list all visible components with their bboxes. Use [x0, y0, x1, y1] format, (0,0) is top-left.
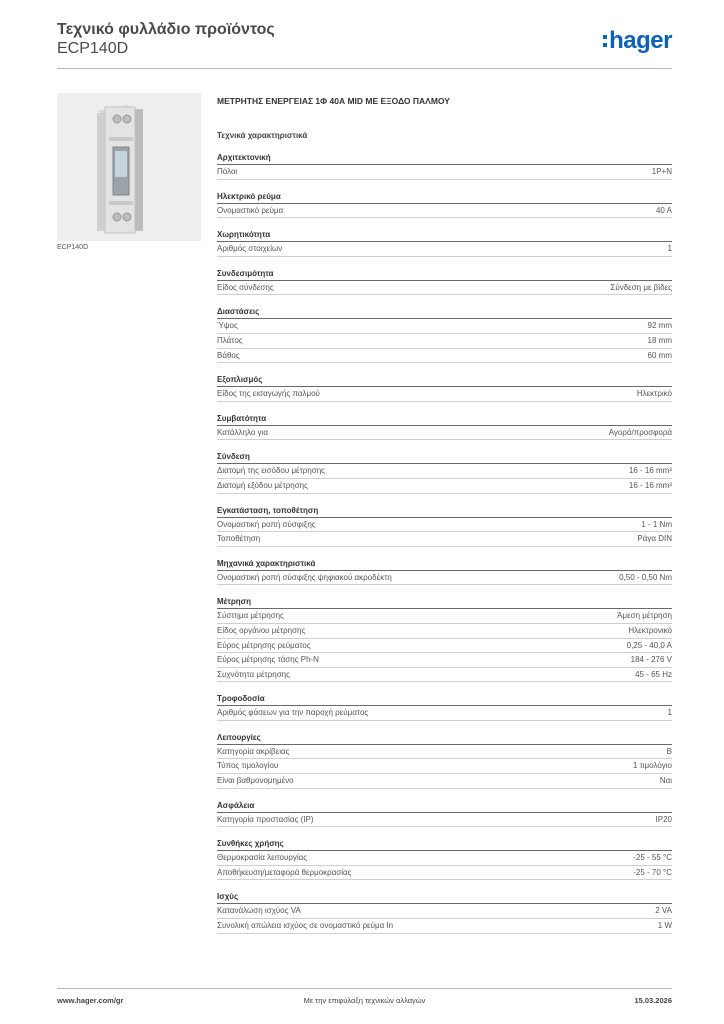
- spec-row: [217, 759, 672, 774]
- spec-row: [217, 518, 672, 533]
- spec-group: [217, 268, 672, 296]
- spec-label: Κατηγορία ακρίβειας: [217, 746, 290, 756]
- product-code: ECP140D: [57, 40, 129, 57]
- spec-label: Τύπος τιμολογίου: [217, 761, 279, 771]
- spec-group: [217, 732, 672, 789]
- spec-group-title: Ηλεκτρικό ρεύμα: [217, 191, 672, 204]
- spec-label: Συχνότητα μέτρησης: [217, 669, 290, 679]
- product-image: [57, 93, 201, 241]
- spec-row: [217, 745, 672, 760]
- spec-value: 184 - 276 V: [630, 655, 672, 665]
- hager-logo: [603, 28, 672, 54]
- spec-value: 16 - 16 mm²: [628, 480, 672, 490]
- spec-value: 92 mm: [647, 321, 672, 331]
- spec-group: [217, 374, 672, 402]
- spec-groups: [217, 152, 672, 934]
- energy-meter-illustration-icon: [57, 93, 201, 241]
- spec-group-title: Ασφάλεια: [217, 800, 672, 813]
- spec-group: [217, 505, 672, 547]
- spec-group: [217, 558, 672, 586]
- spec-group-title: Τροφοδοσία: [217, 693, 672, 706]
- spec-label: Κατηγορία προστασίας (IP): [217, 814, 314, 824]
- spec-value: 1 W: [657, 921, 672, 931]
- spec-row: [217, 851, 672, 866]
- spec-label: Κατάλληλο για: [217, 427, 268, 437]
- spec-label: Πλάτος: [217, 335, 243, 345]
- page-header: [57, 20, 672, 68]
- spec-label: Είδος σύνδεσης: [217, 282, 274, 292]
- spec-row: [217, 668, 672, 683]
- spec-group: [217, 451, 672, 493]
- spec-label: Πόλοι: [217, 167, 238, 176]
- spec-value: 18 mm: [647, 335, 672, 345]
- spec-value: 1: [667, 244, 672, 254]
- spec-label: Ονομαστικό ρεύμα: [217, 205, 284, 215]
- spec-group-title: Λειτουργίες: [217, 732, 672, 745]
- spec-value: Ράγα DIN: [637, 534, 672, 544]
- spec-value: 1 τιμολόγιο: [632, 761, 672, 771]
- spec-row: [217, 919, 672, 934]
- spec-group: [217, 891, 672, 933]
- spec-value: 40 A: [655, 205, 672, 215]
- spec-row: [217, 813, 672, 828]
- spec-label: Ονομαστική ροπή σύσφιξης: [217, 519, 316, 529]
- spec-group-title: Συνθήκες χρήσης: [217, 838, 672, 851]
- footer-date: 15.03.2026: [634, 996, 672, 1005]
- spec-value: 2 VA: [655, 906, 672, 916]
- spec-label: Ύψος: [217, 321, 238, 331]
- spec-value: 16 - 16 mm²: [628, 466, 672, 476]
- spec-label: Κατανάλωση ισχύος VA: [217, 906, 301, 916]
- spec-row: [217, 653, 672, 668]
- spec-value: 0,50 - 0,50 Nm: [619, 572, 672, 582]
- spec-group: [217, 800, 672, 828]
- spec-group-title: Χωρητικότητα: [217, 229, 672, 242]
- spec-row: [217, 426, 672, 441]
- spec-row: [217, 904, 672, 919]
- spec-group: [217, 152, 672, 180]
- footer-website: www.hager.com/gr: [57, 996, 124, 1005]
- spec-label: Διατομή της εισόδου μέτρησης: [217, 466, 326, 476]
- spec-row: [217, 349, 672, 364]
- spec-group-title: Αρχιτεκτονική: [217, 152, 672, 165]
- spec-group-title: Μηχανικά χαρακτηριστικά: [217, 558, 672, 571]
- spec-group-title: Ισχύς: [217, 891, 672, 904]
- logo-text: hager: [609, 27, 672, 54]
- spec-row: [217, 281, 672, 296]
- spec-value: B: [666, 746, 672, 756]
- spec-label: Ονομαστική ροπή σύσφιξης ψηφιακού ακροδέκτη: [217, 572, 392, 582]
- spec-group: [217, 838, 672, 880]
- spec-value: -25 - 55 °C: [633, 853, 672, 863]
- spec-group: [217, 191, 672, 219]
- spec-group-title: Συμβατότητα: [217, 413, 672, 426]
- spec-value: 1 - 1 Nm: [641, 519, 672, 529]
- spec-group: [217, 306, 672, 363]
- spec-row: [217, 464, 672, 479]
- spec-group: [217, 596, 672, 682]
- product-name: ΜΕΤΡΗΤΗΣ ΕΝΕΡΓΕΙΑΣ 1Φ 40Α MID ΜΕ ΕΞΟΔΟ ΠΑΛΜΟΥ: [217, 96, 450, 106]
- spec-row: [217, 609, 672, 624]
- spec-value: Ναι: [659, 776, 672, 786]
- spec-value: IP20: [655, 814, 672, 824]
- spec-label: Συνολική απώλεια ισχύος σε ονομαστικό ρεύμα In: [217, 921, 394, 931]
- spec-group-title: Εγκατάσταση, τοποθέτηση: [217, 505, 672, 518]
- spec-row: [217, 774, 672, 789]
- spec-label: Θερμοκρασία λειτουργίας: [217, 853, 308, 863]
- spec-row: [217, 624, 672, 639]
- spec-label: Είδος της εισαγωγής παλμού: [217, 389, 320, 399]
- spec-value: Άμεση μέτρηση: [617, 611, 672, 621]
- spec-group: [217, 413, 672, 441]
- spec-row: [217, 532, 672, 547]
- spec-value: Ηλεκτρονικό: [628, 625, 672, 635]
- spec-group-title: Συνδεσιμότητα: [217, 268, 672, 281]
- spec-label: Εύρος μέτρησης ρεύματος: [217, 640, 311, 650]
- spec-value: -25 - 70 °C: [633, 867, 672, 877]
- spec-value: 45 - 65 Hz: [635, 669, 672, 679]
- spec-group-title: Μέτρηση: [217, 596, 672, 609]
- spec-value: 1: [667, 708, 672, 718]
- spec-row: [217, 334, 672, 349]
- spec-label: Αριθμός φάσεων για την παροχή ρεύματος: [217, 708, 369, 718]
- spec-content: [217, 95, 672, 934]
- spec-row: [217, 866, 672, 881]
- spec-label: Τοποθέτηση: [217, 534, 261, 544]
- spec-value: Αγορά/προσφορά: [608, 427, 672, 437]
- spec-group-title: Διαστάσεις: [217, 306, 672, 319]
- section-heading: Τεχνικά χαρακτηριστικά: [217, 131, 308, 140]
- spec-row: [217, 204, 672, 219]
- document-title: Τεχνικό φυλλάδιο προϊόντος: [57, 21, 275, 38]
- header-divider: [57, 68, 672, 69]
- spec-label: Αριθμός στοιχείων: [217, 244, 283, 254]
- spec-row: [217, 319, 672, 334]
- spec-label: Είναι βαθμονομημένο: [217, 776, 294, 786]
- image-caption: ECP140D: [57, 244, 89, 251]
- spec-value: Ηλεκτρικό: [636, 389, 672, 399]
- spec-label: Αποθήκευση/μεταφορά θερμοκρασίας: [217, 867, 352, 877]
- spec-row: [217, 706, 672, 721]
- spec-row: [217, 571, 672, 586]
- spec-label: Βάθος: [217, 350, 240, 360]
- spec-group-title: Σύνδεση: [217, 451, 672, 464]
- spec-row: [217, 242, 672, 257]
- spec-value: 1P+N: [651, 167, 672, 176]
- spec-row: [217, 479, 672, 494]
- spec-value: 60 mm: [647, 350, 672, 360]
- spec-label: Διατομή εξόδου μέτρησης: [217, 480, 308, 490]
- footer-divider: [57, 988, 672, 989]
- logo-dots-icon: [603, 35, 607, 47]
- spec-row: [217, 165, 672, 180]
- spec-group: [217, 693, 672, 721]
- spec-value: 0,25 - 40,0 A: [626, 640, 672, 650]
- spec-label: Εύρος μέτρησης τάσης Ph-N: [217, 655, 319, 665]
- spec-group: [217, 229, 672, 257]
- spec-group-title: Εξοπλισμός: [217, 374, 672, 387]
- spec-row: [217, 387, 672, 402]
- spec-label: Είδος οργάνου μέτρησης: [217, 625, 306, 635]
- footer-note: Με την επιφύλαξη τεχνικών αλλαγών: [303, 996, 426, 1005]
- spec-value: Σύνδεση με βίδες: [610, 282, 672, 292]
- spec-label: Σύστημα μέτρησης: [217, 611, 284, 621]
- spec-row: [217, 639, 672, 654]
